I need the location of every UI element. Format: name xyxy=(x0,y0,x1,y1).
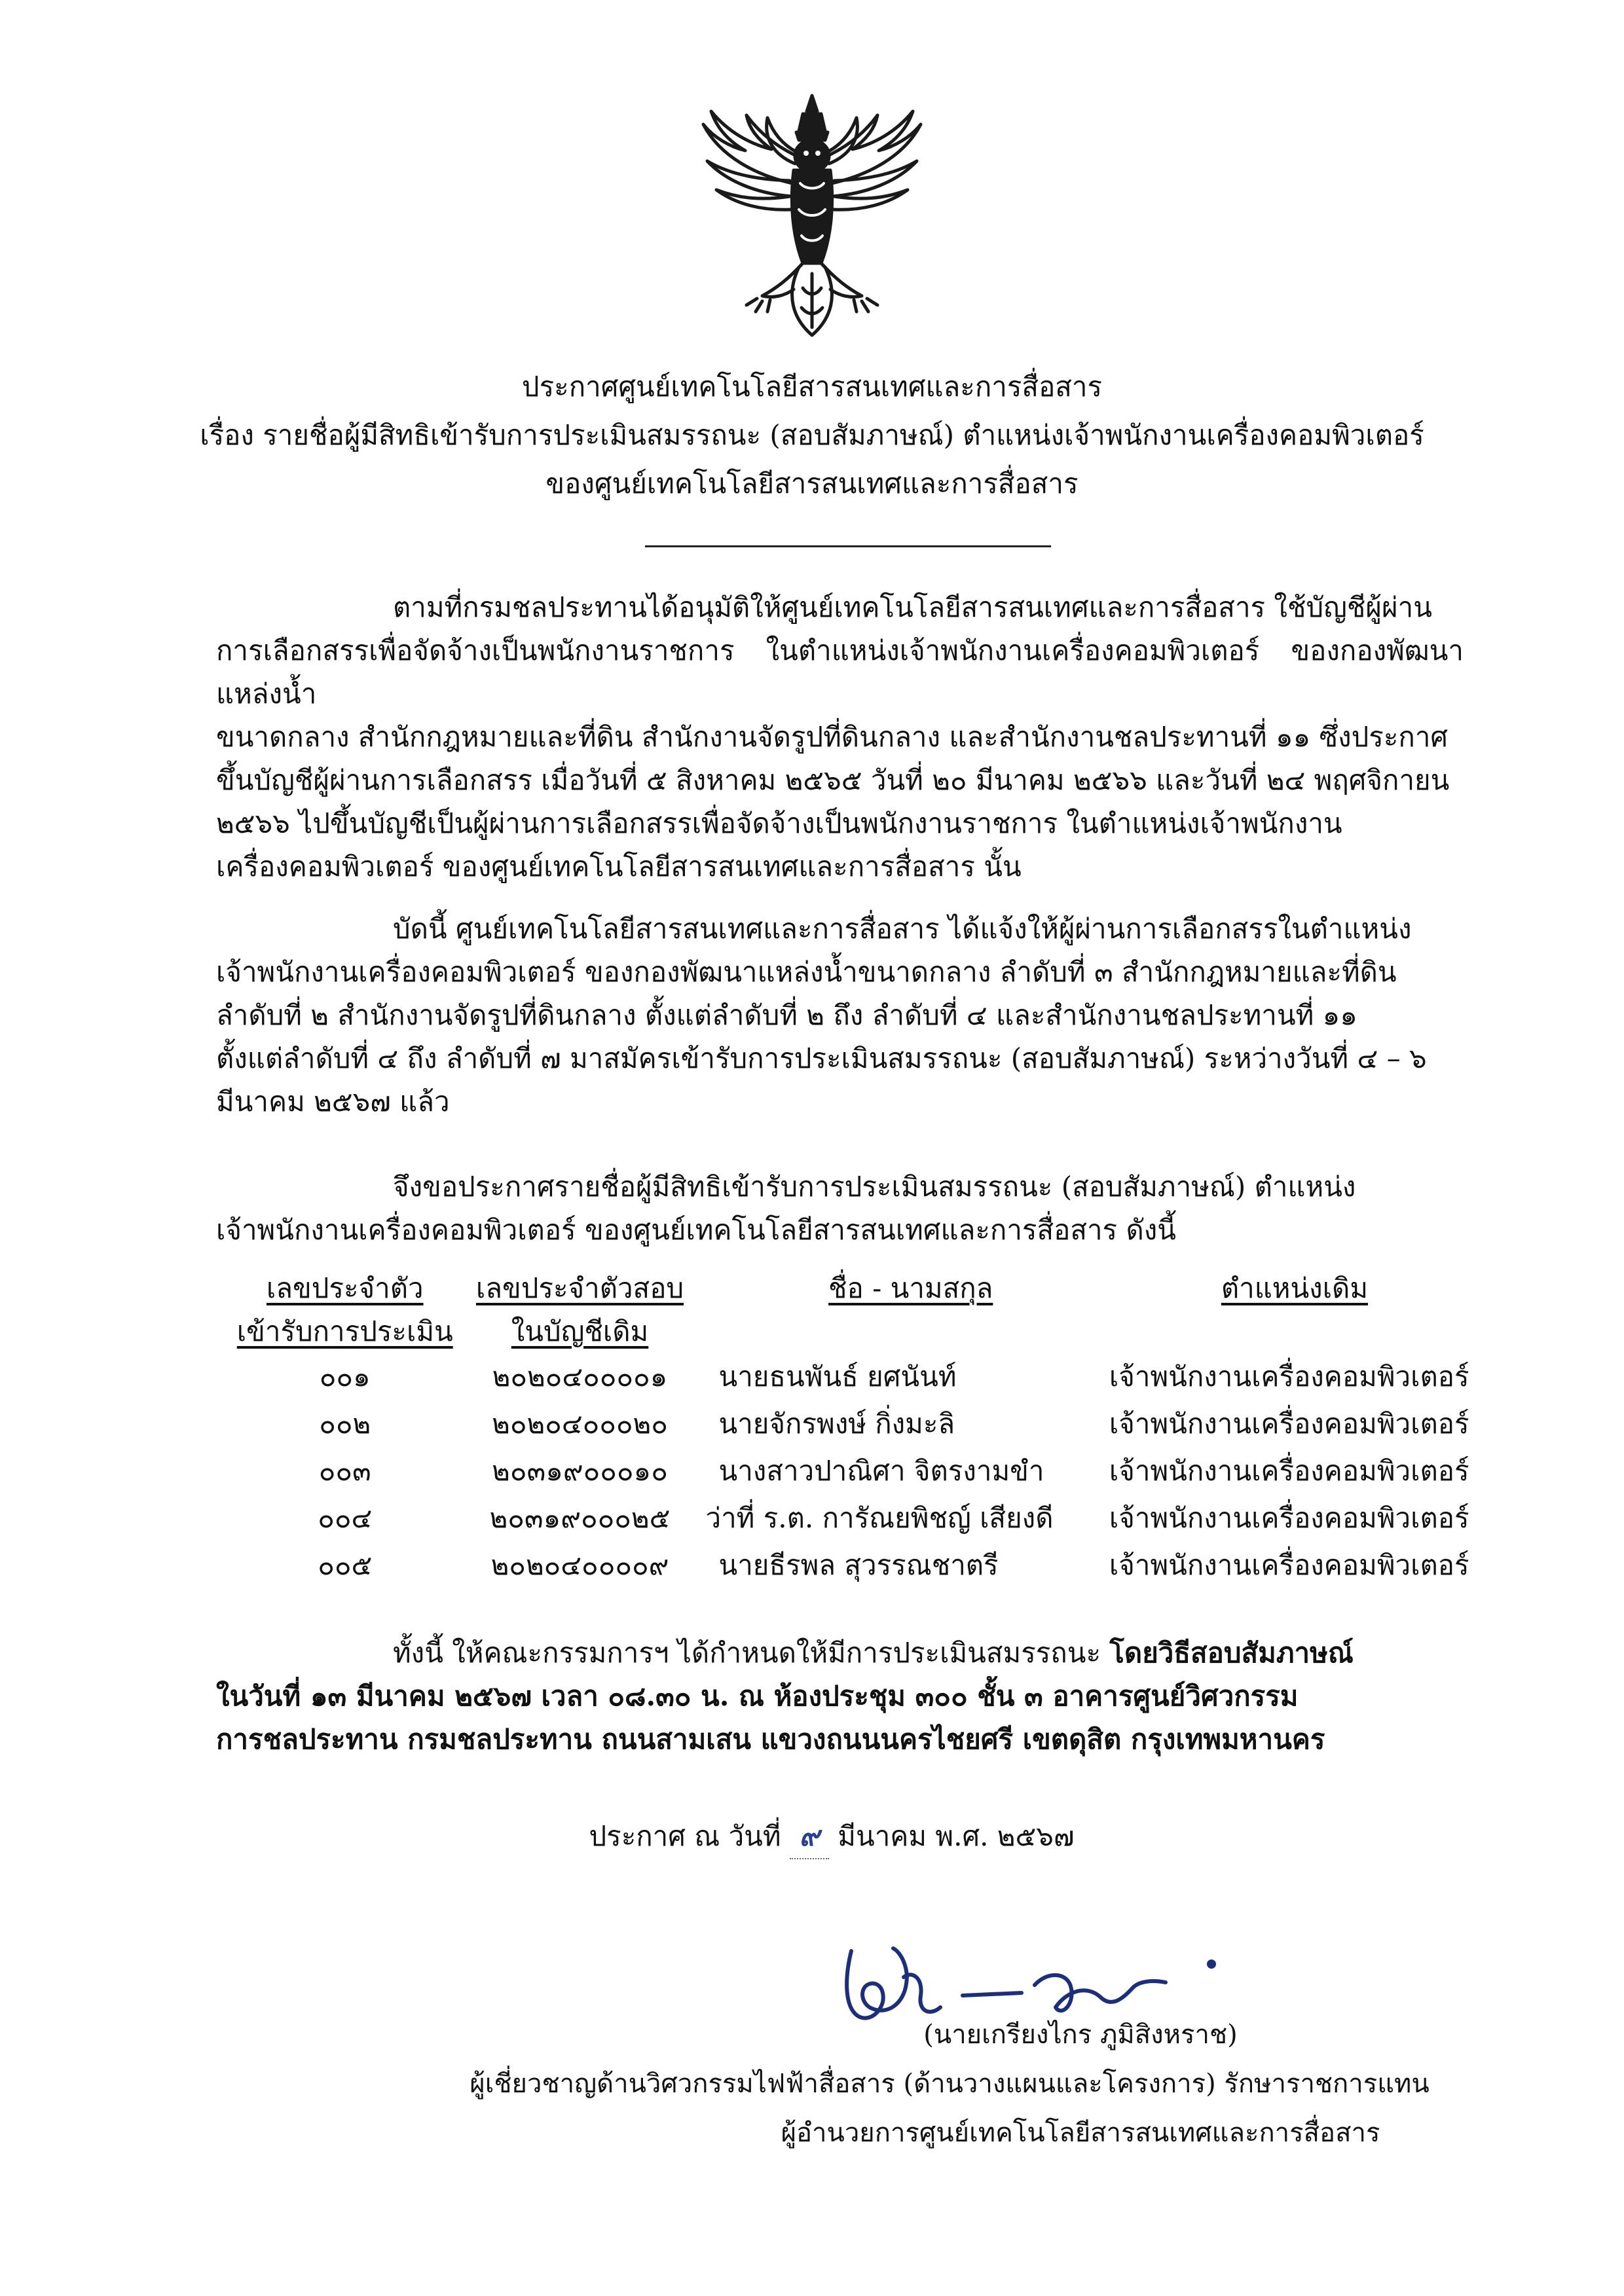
old-exam-number-cell: ๒๐๓๑๙๐๐๐๒๕ xyxy=(489,1502,671,1534)
exam-id-cell: ๐๐๕ xyxy=(318,1549,373,1581)
column-header-exam-id-line2: เข้ารับการประเมิน xyxy=(236,1315,453,1347)
paragraph-line: เจ้าพนักงานเครื่องคอมพิวเตอร์ ของศูนย์เทคโนโลยีสารสนเทศและการสื่อสาร ดังนี้ xyxy=(216,1214,1176,1246)
position-cell: เจ้าพนักงานเครื่องคอมพิวเตอร์ xyxy=(1109,1549,1469,1581)
paragraph-line: บัดนี้ ศูนย์เทคโนโลยีสารสนเทศและการสื่อสาร ได้แจ้งให้ผู้ผ่านการเลือกสรรในตำแหน่ง xyxy=(393,913,1412,945)
paragraph-line: ตามที่กรมชลประทานได้อนุมัติให้ศูนย์เทคโนโลยีสารสนเทศและการสื่อสาร ใช้บัญชีผู้ผ่าน xyxy=(393,591,1432,623)
column-header-exam-id: เลขประจำตัว xyxy=(266,1272,424,1304)
exam-id-cell: ๐๐๓ xyxy=(318,1455,371,1487)
interview-method-text: โดยวิธีสอบสัมภาษณ์ xyxy=(1109,1637,1354,1669)
paragraph-line: เจ้าพนักงานเครื่องคอมพิวเตอร์ ของกองพัฒนาแหล่งน้ำขนาดกลาง ลำดับที่ ๓ สำนักกฎหมายและที่ดิน xyxy=(216,956,1397,988)
old-exam-number-cell: ๒๐๒๐๔๐๐๐๒๐ xyxy=(492,1408,668,1440)
exam-id-cell: ๐๐๒ xyxy=(319,1408,371,1440)
table-header-row-2 xyxy=(236,1310,1480,1353)
table-row xyxy=(236,1448,1480,1495)
signer-position: ผู้เชี่ยวชาญด้านวิศวกรรมไฟฟ้าสื่อสาร (ด้านวางแผนและโครงการ) รักษาราชการแทน xyxy=(470,2069,1430,2099)
interview-date-line: ในวันที่ ๑๓ มีนาคม ๒๕๖๗ เวลา ๐๘.๓๐ น. ณ ห้องประชุม ๓๐๐ ชั้น ๓ อาคารศูนย์วิศวกรรม xyxy=(216,1680,1299,1712)
table-row xyxy=(236,1542,1480,1589)
signer-position-continued: ผู้อำนวยการศูนย์เทคโนโลยีสารสนเทศและการสื่อสาร xyxy=(781,2118,1380,2148)
interview-intro-text: ทั้งนี้ ให้คณะกรรมการฯ ได้กำหนดให้มีการประเมินสมรรถนะ xyxy=(393,1637,1110,1669)
paragraph-line: มีนาคม ๒๕๖๗ แล้ว xyxy=(216,1085,450,1118)
name-cell: นายธีรพล สุวรรณชาตรี xyxy=(718,1549,999,1581)
paragraph-line: ขึ้นบัญชีผู้ผ่านการเลือกสรร เมื่อวันที่ ๕ สิงหาคม ๒๕๖๕ วันที่ ๒๐ มีนาคม ๒๕๖๖ และวันที่ ๒๔ พฤศจิกายน xyxy=(216,764,1450,796)
name-cell: นางสาวปาณิศา จิตรงามขำ xyxy=(718,1455,1044,1487)
paragraph-line: จึงขอประกาศรายชื่อผู้มีสิทธิเข้ารับการประเมินสมรรถนะ (สอบสัมภาษณ์) ตำแหน่ง xyxy=(393,1171,1356,1203)
paragraph-line: ตั้งแต่ลำดับที่ ๔ ถึง ลำดับที่ ๗ มาสมัครเข้ารับการประเมินสมรรถนะ (สอบสัมภาษณ์) ระหว่างวันที่ ๔ – ๖ xyxy=(216,1042,1427,1074)
paragraph-line: ลำดับที่ ๒ สำนักงานจัดรูปที่ดินกลาง ตั้งแต่ลำดับที่ ๒ ถึง ลำดับที่ ๔ และสำนักงานชลประทานที่ ๑๑ xyxy=(216,999,1357,1031)
announcement-title: ประกาศศูนย์เทคโนโลยีสารสนเทศและการสื่อสาร xyxy=(521,371,1103,403)
body-paragraph-2 xyxy=(216,907,1464,1123)
table-row xyxy=(236,1353,1480,1400)
column-header-name: ชื่อ - นามสกุล xyxy=(828,1272,993,1304)
exam-id-cell: ๐๐๔ xyxy=(318,1502,373,1534)
handwritten-day: ๙ xyxy=(790,1815,829,1859)
body-paragraph-1 xyxy=(216,586,1464,888)
paragraph-line: ขนาดกลาง สำนักกฎหมายและที่ดิน สำนักงานจัดรูปที่ดินกลาง และสำนักงานชลประทานที่ ๑๑ ซึ่งประกาศ xyxy=(216,721,1449,753)
paragraph-line: เครื่องคอมพิวเตอร์ ของศูนย์เทคโนโลยีสารสนเทศและการสื่อสาร นั้น xyxy=(216,850,1022,883)
old-exam-number-cell: ๒๐๒๐๔๐๐๐๐๑ xyxy=(492,1360,668,1393)
announcement-subject: เรื่อง รายชื่อผู้มีสิทธิเข้ารับการประเมินสมรรถนะ (สอบสัมภาษณ์) ตำแหน่งเจ้าพนักงานเครื่องคอมพิวเตอร์ xyxy=(200,419,1424,451)
old-exam-number-cell: ๒๐๓๑๙๐๐๐๑๐ xyxy=(492,1455,668,1487)
date-prefix: ประกาศ ณ วันที่ xyxy=(589,1820,781,1852)
title-divider xyxy=(645,545,1051,547)
exam-id-cell: ๐๐๑ xyxy=(319,1360,371,1393)
interview-location-line: การชลประทาน กรมชลประทาน ถนนสามเสน แขวงถนนนครไชยศรี เขตดุสิต กรุงเทพมหานคร xyxy=(216,1723,1325,1755)
column-header-old-exam-number: เลขประจำตัวสอบ xyxy=(475,1272,684,1304)
old-exam-number-cell: ๒๐๒๐๔๐๐๐๐๙ xyxy=(490,1549,669,1581)
announcement-subject-continued: ของศูนย์เทคโนโลยีสารสนเทศและการสื่อสาร xyxy=(545,467,1079,500)
paragraph-line: ๒๕๖๖ ไปขึ้นบัญชีเป็นผู้ผ่านการเลือกสรรเพื่อจัดจ้างเป็นพนักงานราชการ ในตำแหน่งเจ้าพนักงาน xyxy=(216,807,1342,839)
date-suffix: มีนาคม พ.ศ. ๒๕๖๗ xyxy=(838,1820,1075,1852)
table-row xyxy=(236,1495,1480,1542)
name-cell: นายจักรพงษ์ กิ่งมะลิ xyxy=(718,1408,955,1440)
position-cell: เจ้าพนักงานเครื่องคอมพิวเตอร์ xyxy=(1109,1502,1469,1534)
column-header-former-position: ตำแหน่งเดิม xyxy=(1221,1272,1369,1304)
position-cell: เจ้าพนักงานเครื่องคอมพิวเตอร์ xyxy=(1109,1360,1469,1393)
paragraph-line: การเลือกสรรเพื่อจัดจ้างเป็นพนักงานราชการ ในตำแหน่งเจ้าพนักงานเครื่องคอมพิวเตอร์ ของกองพัฒนาแหล่งน้ำ xyxy=(216,634,1464,710)
name-cell: ว่าที่ ร.ต. การัณยพิชญ์ เสียงดี xyxy=(705,1502,1054,1534)
position-cell: เจ้าพนักงานเครื่องคอมพิวเตอร์ xyxy=(1109,1408,1469,1440)
body-paragraph-4 xyxy=(216,1631,1464,1761)
table-row xyxy=(236,1400,1480,1448)
table-header-row xyxy=(236,1267,1480,1310)
candidate-table xyxy=(236,1267,1480,1589)
column-header-old-exam-number-line2: ในบัญชีเดิม xyxy=(511,1315,649,1347)
signer-name: (นายเกรียงไกร ภูมิสิงหราช) xyxy=(923,2020,1238,2050)
body-paragraph-3 xyxy=(216,1165,1464,1252)
position-cell: เจ้าพนักงานเครื่องคอมพิวเตอร์ xyxy=(1109,1455,1469,1487)
paragraph-line xyxy=(216,1631,1464,1675)
garuda-emblem-icon xyxy=(694,92,930,340)
announcement-date xyxy=(216,1815,1447,1859)
name-cell: นายธนพันธ์ ยศนันท์ xyxy=(718,1360,957,1393)
